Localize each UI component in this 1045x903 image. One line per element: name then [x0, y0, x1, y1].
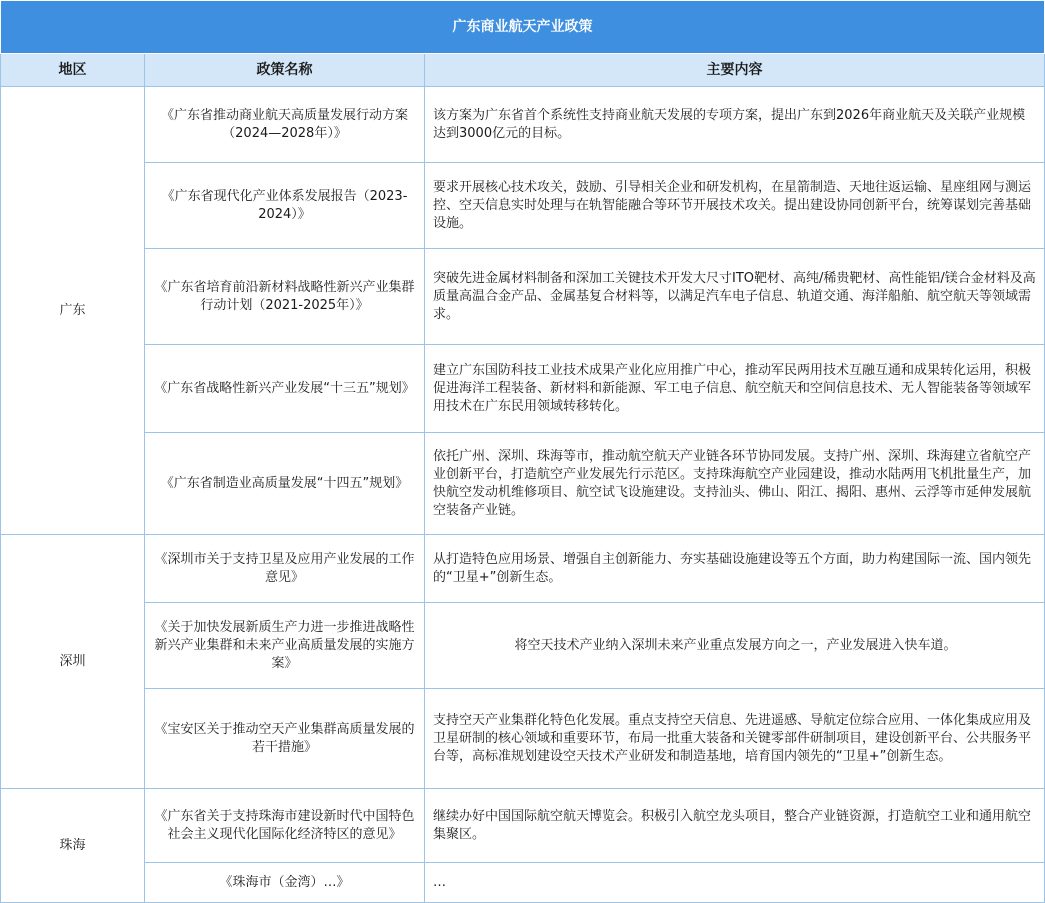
policy-name: 《广东省制造业高质量发展“十四五”规划》	[145, 433, 425, 535]
policy-name: 《宝安区关于推动空天产业集群高质量发展的若干措施》	[145, 689, 425, 789]
policy-name: 《深圳市关于支持卫星及应用产业发展的工作意见》	[145, 535, 425, 603]
policy-name: 《广东省战略性新兴产业发展“十三五”规划》	[145, 345, 425, 433]
policy-content: 该方案为广东省首个系统性支持商业航天发展的专项方案，提出广东到2026年商业航天及关联产业规模达到3000亿元的目标。	[425, 87, 1045, 163]
policy-content: 从打造特色应用场景、增强自主创新能力、夯实基础设施建设等五个方面，助力构建国际一流、国内领先的“卫星+”创新生态。	[425, 535, 1045, 603]
table-row	[1, 433, 1045, 535]
policy-content: 继续办好中国国际航空航天博览会。积极引入航空龙头项目，整合产业链资源，打造航空工业和通用航空集聚区。	[425, 789, 1045, 863]
policy-content: 要求开展核心技术攻关，鼓励、引导相关企业和研发机构，在星箭制造、天地往返运输、星座组网与测运控、空天信息实时处理与在轨智能融合等环节开展技术攻关。提出建设协同创新平台，统筹谋划完善基础设施。	[425, 163, 1045, 249]
policy-content: 依托广州、深圳、珠海等市，推动航空航天产业链各环节协同发展。支持广州、深圳、珠海建立省航空产业创新平台，打造航空产业发展先行示范区。支持珠海航空产业园建设，推动水陆两用飞机批量生产，加快航空发动机维修项目、航空试飞设施建设。支持汕头、佛山、阳江、揭阳、惠州、云浮等市延伸发展航空装备产业链。	[425, 433, 1045, 535]
header-region: 地区	[1, 54, 145, 87]
table-row	[1, 535, 1045, 603]
table-row	[1, 689, 1045, 789]
table-row	[1, 789, 1045, 863]
policy-name: 《珠海市（金湾）…》	[145, 863, 425, 903]
table-row	[1, 603, 1045, 689]
policy-content: 建立广东国防科技工业技术成果产业化应用推广中心，推动军民两用技术互融互通和成果转化运用，积极促进海洋工程装备、新材料和新能源、军工电子信息、航空航天和空间信息技术、无人智能装备等领域军用技术在广东民用领域转移转化。	[425, 345, 1045, 433]
policy-content: 支持空天产业集群化特色化发展。重点支持空天信息、先进遥感、导航定位综合应用、一体化集成应用及卫星研制的核心领域和重要环节，布局一批重大装备和关键零部件研制项目，建设创新平台、公共服务平台等，高标准规划建设空天技术产业研发和制造基地，培育国内领先的“卫星+”创新生态。	[425, 689, 1045, 789]
region-shenzhen: 深圳	[1, 535, 145, 789]
policy-content: 将空天技术产业纳入深圳未来产业重点发展方向之一，产业发展进入快车道。	[425, 603, 1045, 689]
header-main-content: 主要内容	[425, 54, 1045, 87]
policy-content: …	[425, 863, 1045, 903]
policy-content: 突破先进金属材料制备和深加工关键技术开发大尺寸ITO靶材、高纯/稀贵靶材、高性能铝/镁合金材料及高质量高温合金产品、金属基复合材料等，以满足汽车电子信息、轨道交通、海洋船舶、航空航天等领域需求。	[425, 249, 1045, 345]
policy-name: 《广东省推动商业航天高质量发展行动方案（2024—2028年）》	[145, 87, 425, 163]
policy-name: 《广东省培育前沿新材料战略性新兴产业集群行动计划（2021-2025年）》	[145, 249, 425, 345]
policy-name: 《关于加快发展新质生产力进一步推进战略性新兴产业集群和未来产业高质量发展的实施方案》	[145, 603, 425, 689]
header-policy-name: 政策名称	[145, 54, 425, 87]
policy-name: 《广东省关于支持珠海市建设新时代中国特色社会主义现代化国际化经济特区的意见》	[145, 789, 425, 863]
table-row	[1, 863, 1045, 903]
header-row	[1, 54, 1045, 87]
region-guangdong: 广东	[1, 87, 145, 535]
table-row	[1, 163, 1045, 249]
region-zhuhai: 珠海	[1, 789, 145, 903]
title-row	[1, 1, 1045, 54]
table-row	[1, 87, 1045, 163]
table-row	[1, 345, 1045, 433]
table-row	[1, 249, 1045, 345]
policy-name: 《广东省现代化产业体系发展报告（2023-2024）》	[145, 163, 425, 249]
table-title: 广东商业航天产业政策	[1, 1, 1045, 54]
